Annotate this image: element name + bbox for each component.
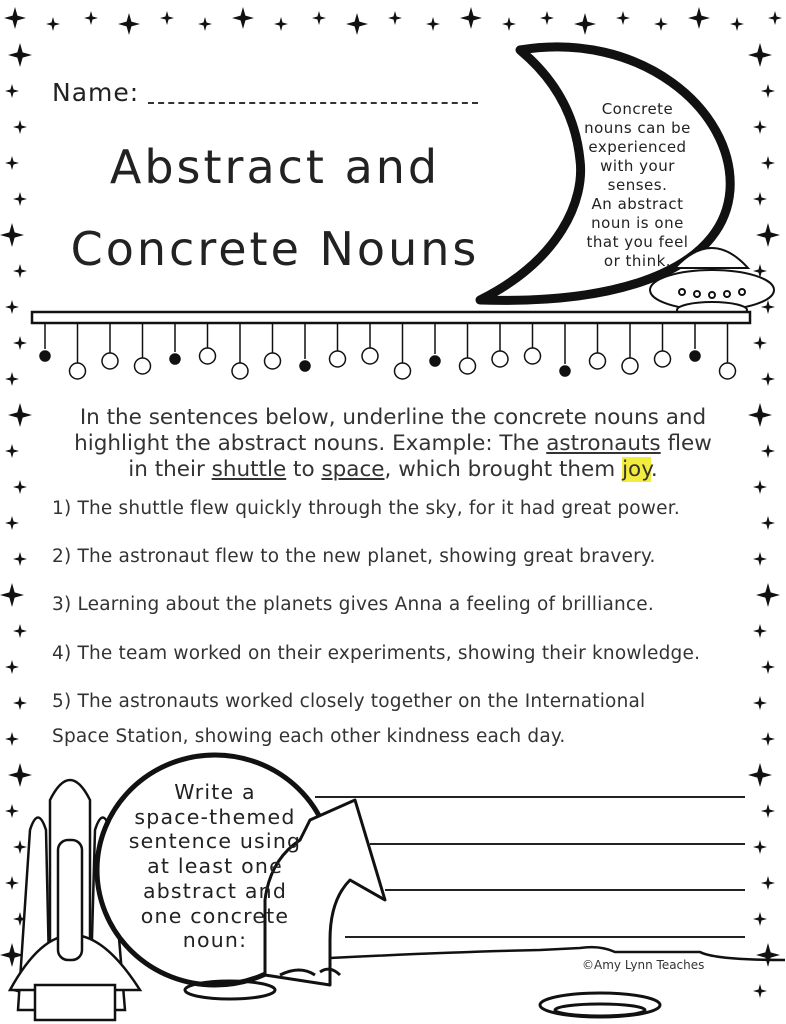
star-icon xyxy=(5,876,19,890)
sentence-5-continued[interactable]: Space Station, showing each other kindness each day. xyxy=(52,726,566,747)
star-icon xyxy=(761,444,775,458)
instructions-line3 xyxy=(40,457,746,483)
star-icon xyxy=(5,372,19,386)
star-icon xyxy=(5,516,19,530)
star-icon xyxy=(654,17,668,31)
definition-line: with your xyxy=(600,157,675,175)
planet-icon xyxy=(720,363,736,379)
text: to xyxy=(286,457,322,482)
star-icon xyxy=(8,403,32,427)
prompt-line: Write a xyxy=(174,780,256,804)
definition-line: nouns can be xyxy=(584,119,691,137)
star-icon xyxy=(761,156,775,170)
text: flew xyxy=(660,431,712,456)
star-icon xyxy=(5,156,19,170)
planet-icon xyxy=(622,358,638,374)
star-icon xyxy=(160,11,174,25)
planet-icon xyxy=(590,353,606,369)
star-icon xyxy=(5,660,19,674)
star-icon xyxy=(13,336,27,350)
star-icon xyxy=(5,84,19,98)
star-icon xyxy=(426,17,440,31)
star-icon xyxy=(5,804,19,818)
star-icon xyxy=(753,552,767,566)
star-icon xyxy=(13,696,27,710)
star-icon xyxy=(46,17,60,31)
star-icon xyxy=(753,480,767,494)
planet-icon xyxy=(200,348,216,364)
star-icon xyxy=(346,13,368,35)
page-title-line1: Abstract and xyxy=(109,140,441,194)
star-icon xyxy=(753,336,767,350)
example-underlined-word: astronauts xyxy=(546,431,661,456)
star-icon xyxy=(540,11,554,25)
star-icon xyxy=(761,660,775,674)
sentence-4[interactable]: 4) The team worked on their experiments, showing their knowledge. xyxy=(52,643,701,664)
planet-icon xyxy=(102,353,118,369)
definition-line: senses. xyxy=(607,176,668,194)
prompt-line: abstract and xyxy=(142,878,288,903)
planet-icon xyxy=(362,348,378,364)
star-icon xyxy=(118,13,140,35)
star-icon xyxy=(274,17,288,31)
star-icon xyxy=(5,444,19,458)
writing-line-1[interactable] xyxy=(315,796,745,798)
planet-icon xyxy=(395,363,411,379)
star-icon xyxy=(730,17,744,31)
star-icon xyxy=(761,516,775,530)
moon-ground xyxy=(330,947,785,960)
star-icon xyxy=(13,480,27,494)
text: , which brought them xyxy=(384,457,623,482)
writing-line-2[interactable] xyxy=(370,843,745,845)
text: highlight the abstract nouns. Example: The xyxy=(74,431,547,456)
name-label: Name: xyxy=(52,78,140,107)
planet-icon xyxy=(492,351,508,367)
star-icon xyxy=(753,984,767,998)
star-icon xyxy=(753,912,767,926)
star-icon xyxy=(8,763,32,787)
planet-icon xyxy=(690,351,700,361)
planet-icon xyxy=(560,366,570,376)
prompt-line: one concrete xyxy=(140,903,290,928)
star-icon xyxy=(0,583,24,607)
star-icon xyxy=(616,11,630,25)
planet-icon xyxy=(330,351,346,367)
star-icon xyxy=(748,403,772,427)
definition-line: An abstract xyxy=(591,195,684,213)
star-icon xyxy=(756,943,780,967)
prompt-line: space-themed xyxy=(134,804,296,829)
copyright: ©Amy Lynn Teaches xyxy=(582,958,705,972)
star-icon xyxy=(574,13,596,35)
star-icon xyxy=(753,624,767,638)
planet-icon xyxy=(265,353,281,369)
page-title-line2: Concrete Nouns xyxy=(70,222,480,276)
planet-icon xyxy=(460,358,476,374)
star-icon xyxy=(8,43,32,67)
star-icon xyxy=(753,840,767,854)
star-icon xyxy=(5,300,19,314)
star-icon xyxy=(756,583,780,607)
writing-line-4[interactable] xyxy=(345,936,745,938)
sentence-1[interactable]: 1) The shuttle flew quickly through the sky, for it had great power. xyxy=(52,498,680,519)
star-icon xyxy=(388,11,402,25)
instructions xyxy=(40,405,746,483)
planet-icon xyxy=(430,356,440,366)
star-icon xyxy=(768,11,782,25)
star-icon xyxy=(232,7,254,29)
text: . xyxy=(650,457,658,482)
star-icon xyxy=(761,372,775,386)
star-icon xyxy=(502,17,516,31)
writing-prompt xyxy=(115,780,315,953)
planet-icon xyxy=(655,351,671,367)
star-icon xyxy=(5,732,19,746)
star-icon xyxy=(748,763,772,787)
star-icon xyxy=(460,7,482,29)
definition-line: that you feel xyxy=(586,233,689,251)
star-icon xyxy=(312,11,326,25)
star-icon xyxy=(84,11,98,25)
planet-icon xyxy=(40,351,50,361)
planet-icon xyxy=(135,358,151,374)
instructions-line2 xyxy=(40,431,746,457)
star-icon xyxy=(753,696,767,710)
star-icon xyxy=(13,192,27,206)
star-icon xyxy=(198,17,212,31)
planet-icon xyxy=(300,361,310,371)
planet-icon xyxy=(70,363,86,379)
instructions-line1: In the sentences below, underline the concrete nouns and xyxy=(79,405,707,430)
prompt-line: sentence using xyxy=(128,829,302,854)
example-underlined-word: shuttle xyxy=(211,457,287,482)
sentence-3[interactable]: 3) Learning about the planets gives Anna a feeling of brilliance. xyxy=(52,594,654,615)
definition-line: experienced xyxy=(588,138,687,156)
star-icon xyxy=(748,43,772,67)
star-icon xyxy=(761,876,775,890)
prompt-line: at least one xyxy=(147,854,283,879)
star-icon xyxy=(753,120,767,134)
planet-icon xyxy=(232,363,248,379)
star-icon xyxy=(688,7,710,29)
definition-line: or think. xyxy=(603,252,672,270)
star-icon xyxy=(13,264,27,278)
planet-icon xyxy=(525,348,541,364)
sentence-2[interactable]: 2) The astronaut flew to the new planet, showing great bravery. xyxy=(52,546,656,567)
star-icon xyxy=(4,7,26,29)
star-icon xyxy=(761,84,775,98)
hanging-planets xyxy=(40,324,736,379)
definition-line: Concrete xyxy=(601,100,674,118)
star-icon xyxy=(761,732,775,746)
prompt-line: noun: xyxy=(182,928,248,953)
planet-icon xyxy=(170,354,180,364)
definition-text xyxy=(565,100,710,271)
writing-line-3[interactable] xyxy=(385,889,745,891)
star-icon xyxy=(753,192,767,206)
star-icon xyxy=(13,840,27,854)
star-icon xyxy=(13,552,27,566)
sentence-5[interactable]: 5) The astronauts worked closely together on the International xyxy=(52,691,646,712)
text: in their xyxy=(128,457,212,482)
example-underlined-word: space xyxy=(321,457,385,482)
star-icon xyxy=(0,223,24,247)
definition-line: noun is one xyxy=(591,214,684,232)
star-icon xyxy=(13,120,27,134)
star-icon xyxy=(13,624,27,638)
example-highlighted-word: joy xyxy=(622,457,651,482)
shelf-bar xyxy=(32,312,750,323)
star-icon xyxy=(761,804,775,818)
star-icon xyxy=(756,223,780,247)
name-input-line[interactable] xyxy=(148,102,478,104)
